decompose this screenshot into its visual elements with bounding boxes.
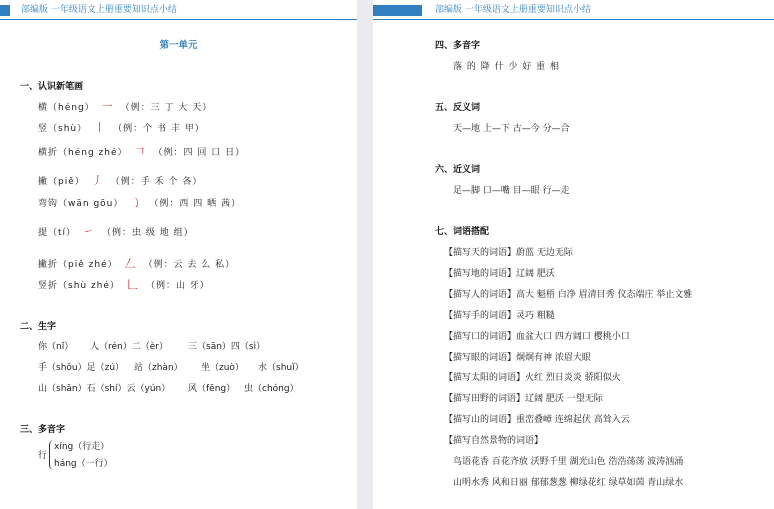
synonym-words: 足—脚 口—嘴 目—眼 行—走: [453, 186, 570, 196]
char-cell: 风（fēng）: [188, 384, 236, 394]
stroke-name: 撇（piě）: [38, 177, 85, 187]
stroke-glyph: ㇁: [130, 196, 143, 209]
collocation-item: 【描写田野的词语】辽阔 肥沃 一望无际: [444, 394, 603, 404]
section-title-antonyms: 五、反义词: [435, 103, 481, 113]
stroke-name: 竖（shù）: [38, 124, 88, 134]
header-title: 部编版 一年级语文上册重要知识点小结: [435, 5, 591, 15]
stroke-glyph: 一: [101, 100, 114, 113]
char-cell: 三（sān）四（sì）: [188, 342, 266, 352]
stroke-row: [38, 226, 194, 239]
stroke-name: 弯钩（wān gōu）: [38, 199, 124, 209]
header-title: 部编版 一年级语文上册重要知识点小结: [21, 5, 177, 15]
stroke-example: （例：山 牙）: [145, 281, 210, 291]
stroke-example: （例：云 去 么 私）: [143, 260, 236, 270]
stroke-row: [38, 175, 202, 188]
char-cell: 站（zhàn）: [134, 363, 183, 373]
stroke-example: （例：个 书 丰 甲）: [113, 124, 205, 134]
char-cell: 虫（chóng）: [244, 384, 299, 394]
char-cell: 手（shǒu）足（zú）: [38, 363, 125, 373]
char-cell: 山（shān）石（shí）云（yún）: [38, 384, 171, 394]
collocation-item: 【描写太阳的词语】火红 烈日炎炎 骄阳似火: [444, 373, 621, 383]
stroke-row: [38, 101, 212, 114]
right-page: [373, 0, 774, 509]
collocation-item: 【描写天的词语】蔚蓝 无边无际: [444, 248, 573, 258]
section-title-polyphones: 三、多音字: [20, 425, 66, 435]
stroke-example: （例：四 回 口 日）: [153, 148, 246, 158]
char-cell: 人（rén）二（èr）: [90, 342, 168, 352]
polyphone-words: 落 的 降 什 少 好 重 相: [453, 62, 561, 72]
section-title-characters: 二、生字: [20, 322, 57, 332]
polyphone-char: 行: [38, 451, 48, 461]
collocation-item: 【描写人的词语】高大 魁梧 白净 眉清目秀 仪态端庄 举止文雅: [444, 290, 693, 300]
stroke-example: （例：西 四 晒 茜）: [149, 199, 241, 209]
stroke-glyph: 丿: [91, 174, 104, 187]
stroke-name: 竖折（shù zhé）: [38, 281, 120, 291]
stroke-name: 撇折（piě zhé）: [38, 260, 118, 270]
header-accent-bar: [0, 5, 10, 16]
stroke-row: [38, 279, 210, 292]
stroke-glyph: 𠃋: [124, 257, 137, 270]
reading-2: háng（一行）: [54, 459, 113, 469]
stroke-example: （例：三 丁 大 天）: [120, 103, 213, 113]
section-title-collocations: 七、词语搭配: [435, 227, 490, 237]
collocation-item: 【描写自然景物的词语】: [444, 436, 544, 446]
antonym-words: 天—地 上—下 古—今 分—合: [453, 124, 570, 134]
stroke-name: 横（héng）: [38, 103, 95, 113]
char-cell: 水（shuǐ）: [258, 363, 304, 373]
collocation-item: 【描写口的词语】血盆大口 四方阔口 樱桃小口: [444, 332, 630, 342]
collocation-item: 【描写手的词语】灵巧 粗糙: [444, 311, 555, 321]
unit-title: 第一单元: [159, 40, 198, 51]
collocation-item: 【描写眼的词语】炯炯有神 浓眉大眼: [444, 353, 591, 363]
char-cell: 坐（zuò）: [201, 363, 244, 373]
stroke-row: [38, 146, 245, 159]
stroke-glyph: 丨: [94, 121, 107, 134]
collocation-item: 【描写山的词语】重峦叠嶂 连绵起伏 高耸入云: [444, 415, 630, 425]
stroke-row: [38, 122, 205, 135]
stroke-glyph: 𠃊: [126, 278, 139, 291]
scenery-words: 山明水秀 风和日丽 郁郁葱葱 柳绿花红 绿草如茵 青山绿水: [453, 478, 684, 488]
section-title-polyphones: 四、多音字: [435, 41, 481, 51]
stroke-row: [38, 258, 235, 271]
header-accent-bar: [373, 5, 422, 16]
stroke-example: （例：手 禾 个 各）: [110, 177, 203, 187]
char-cell: 你（nǐ）: [38, 342, 74, 352]
stroke-glyph: 𠃍: [134, 145, 147, 158]
page-header: [373, 0, 774, 20]
stroke-name: 提（tí）: [38, 228, 77, 238]
stroke-name: 横折（héng zhé）: [38, 148, 128, 158]
section-title-synonyms: 六、近义词: [435, 165, 481, 175]
stroke-example: （例：虫 级 地 组）: [102, 228, 194, 238]
collocation-item: 【描写地的词语】辽阔 肥沃: [444, 269, 555, 279]
reading-1: xíng（行走）: [54, 442, 110, 452]
page-header: [0, 0, 357, 20]
scenery-words: 鸟语花香 百花齐放 沃野千里 湖光山色 浩浩荡荡 波涛汹涌: [453, 457, 684, 467]
left-page: [0, 0, 357, 509]
stroke-glyph: ㇀: [83, 225, 96, 238]
section-title-strokes: 一、认识新笔画: [20, 82, 84, 92]
stroke-row: [38, 197, 241, 210]
